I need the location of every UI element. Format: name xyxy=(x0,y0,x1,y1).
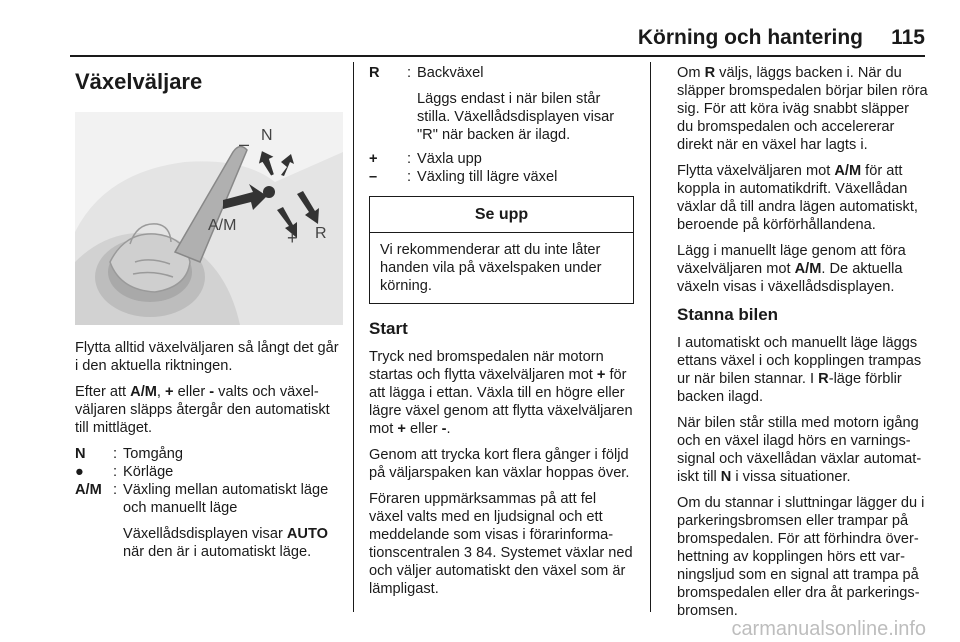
page-header xyxy=(70,26,925,56)
column-left xyxy=(75,62,343,569)
paragraph: Efter att A/M, + eller - valts och växelväljaren släpps återgår den automatiskt till mittläget. xyxy=(75,384,330,436)
column-right xyxy=(677,64,929,628)
paragraph: Om du stannar i sluttningar lägger du i parkeringsbromsen eller trampar på bromspedalen. För att förhindra överhettning av kopplingen hörs ett varningsljud som en signal att trampa på bromspedalen eller dra åt parkeringsbromsen. xyxy=(677,495,925,619)
figure-label-am: A/M xyxy=(208,217,237,234)
paragraph: Lägg i manuellt läge genom att föra växelväljaren mot A/M. De aktuella växeln visas i växellådsdisplayen. xyxy=(677,243,906,295)
paragraph: Flytta växelväljaren mot A/M för att koppla in automatikdrift. Växellådan växlar då till andra lägen automatiskt, beroende på körförhållandena. xyxy=(677,163,918,233)
figure-label-plus: + xyxy=(287,228,298,248)
list-item: A/M : Växling mellan automatiskt läge och manuellt läge xyxy=(75,482,329,516)
gear-selector-figure xyxy=(75,112,343,325)
gear-position-list xyxy=(75,445,343,561)
gear-selector-illustration xyxy=(75,112,343,325)
page-number: 115 xyxy=(891,26,925,49)
list-item-note: Växellådsdisplayen visar AUTO när den är i automatiskt läge. xyxy=(123,526,328,560)
section-heading: Start xyxy=(369,319,408,338)
list-item: + : Växla upp xyxy=(369,151,482,167)
figure-label-minus: – xyxy=(239,134,250,154)
paragraph: Föraren uppmärksammas på att fel växel valts med en ljudsignal och ett meddelande som visas i förarinformationscentralen 3 84. Systemet växlar ned och väljer automatiskt den växel som är lämpligast. xyxy=(369,491,633,597)
list-item: R : Backväxel xyxy=(369,65,484,81)
column-divider xyxy=(650,62,651,612)
page-heading: Växelväljare xyxy=(75,69,203,94)
section-title: Körning och hantering xyxy=(637,26,863,49)
paragraph: Genom att trycka kort flera gånger i följd på väljarspaken kan växlar hoppas över. xyxy=(369,447,630,481)
watermark: carmanualsonline.info xyxy=(731,618,926,640)
list-item: – : Växling till lägre växel xyxy=(369,169,558,185)
gear-position-list xyxy=(369,64,634,186)
paragraph: Flytta alltid växelväljaren så långt det går i den aktuella riktningen. xyxy=(75,340,339,374)
warning-title: Se upp xyxy=(370,197,633,233)
column-divider xyxy=(353,62,354,612)
paragraph: Om R väljs, läggs backen i. När du släpper bromspedalen börjar bilen röra sig. För att köra iväg snabbt släpper du bromspedalen och accelererar direkt när en växel har lagts i. xyxy=(677,65,928,153)
figure-label-r: R xyxy=(315,225,327,242)
figure-label-n: N xyxy=(261,127,273,144)
paragraph: Tryck ned bromspedalen när motorn startas och flytta växelväljaren mot + för att lägga i ettan. Växla till en högre eller lägre växel genom att flytta växelväljaren mot + eller -. xyxy=(369,349,633,437)
list-item-note: Läggs endast i när bilen står stilla. Växellådsdisplayen visar "R" när backen är ilagd. xyxy=(417,91,615,143)
page-reference-icon[interactable]: 3 xyxy=(463,545,473,561)
paragraph: När bilen står stilla med motorn igång och en växel ilagd hörs en varningssignal och växellådan växlar automatiskt till N i vissa situationer. xyxy=(677,415,922,485)
section-heading: Stanna bilen xyxy=(677,305,779,324)
list-item: N : Tomgång xyxy=(75,446,184,462)
warning-box xyxy=(369,196,634,304)
list-item: ● : Körläge xyxy=(75,464,174,480)
header-rule xyxy=(70,55,925,57)
column-middle xyxy=(369,64,634,606)
paragraph: I automatiskt och manuellt läge läggs ettans växel i och kopplingen trampas ur när bilen stannar. I R-läge förblir backen ilagd. xyxy=(677,335,922,405)
warning-text: Vi rekommenderar att du inte låter handen vila på växelspaken under körning. xyxy=(380,242,602,294)
